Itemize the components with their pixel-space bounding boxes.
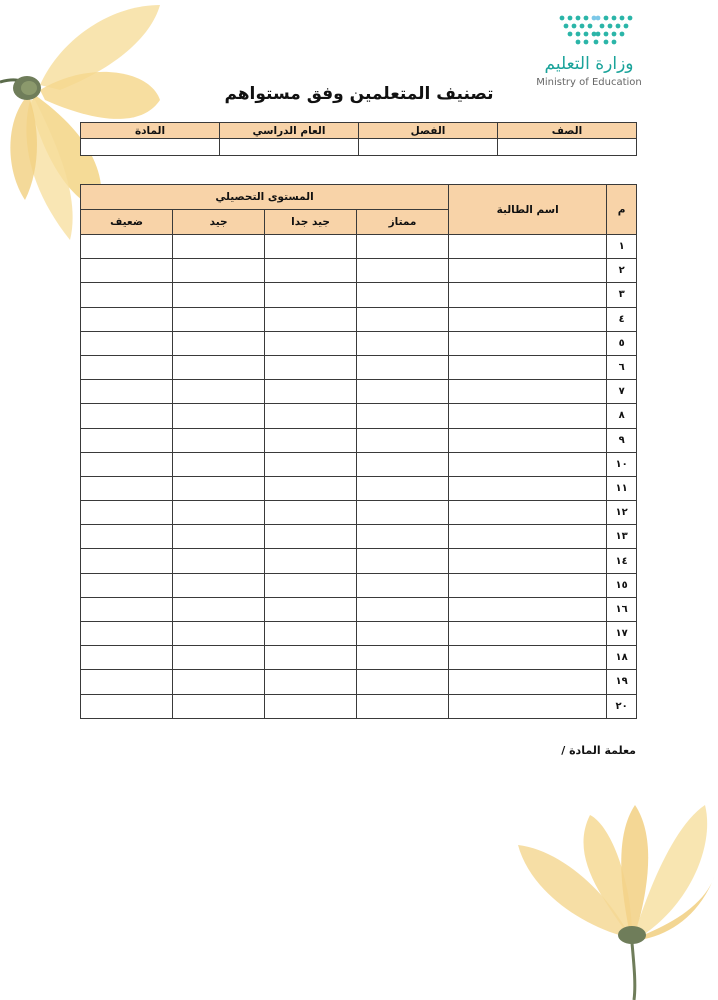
good-cell[interactable] [173,452,265,476]
weak-cell[interactable] [81,380,173,404]
table-row [81,694,637,718]
table-body [81,235,637,719]
row-number: ١٤ [607,549,637,573]
good-cell[interactable] [173,331,265,355]
excellent-cell[interactable] [356,646,448,670]
excellent-cell[interactable] [356,380,448,404]
excellent-cell[interactable] [356,428,448,452]
grade-field[interactable] [498,139,637,156]
good-cell[interactable] [173,525,265,549]
very-good-cell[interactable] [265,573,357,597]
good-cell[interactable] [173,428,265,452]
student-name-cell[interactable] [449,694,607,718]
row-number: ٤ [607,307,637,331]
good-cell[interactable] [173,646,265,670]
table-row [81,670,637,694]
very-good-cell[interactable] [265,694,357,718]
table-row [81,355,637,379]
table-row [81,452,637,476]
excellent-cell[interactable] [356,355,448,379]
weak-cell[interactable] [81,331,173,355]
header-achievement-level: المستوى التحصيلي [81,185,449,210]
table-row [81,331,637,355]
row-number: ١ [607,235,637,259]
table-row [81,476,637,500]
header-grade: الصف [498,123,637,139]
very-good-cell[interactable] [265,404,357,428]
class-field[interactable] [359,139,498,156]
flower-decoration-bottom-right [510,795,718,1000]
row-number: ١٧ [607,622,637,646]
good-cell[interactable] [173,622,265,646]
student-name-cell[interactable] [449,428,607,452]
weak-cell[interactable] [81,597,173,621]
excellent-cell[interactable] [356,573,448,597]
student-name-cell[interactable] [449,307,607,331]
row-number: ٦ [607,355,637,379]
row-number: ٨ [607,404,637,428]
excellent-cell[interactable] [356,525,448,549]
row-number: ٩ [607,428,637,452]
student-name-cell[interactable] [449,452,607,476]
row-number: ١٥ [607,573,637,597]
good-cell[interactable] [173,501,265,525]
table-row [81,622,637,646]
header-class: الفصل [359,123,498,139]
weak-cell[interactable] [81,646,173,670]
subject-teacher-label: معلمة المادة / [561,744,636,757]
row-number: ٢٠ [607,694,637,718]
good-cell[interactable] [173,404,265,428]
table-row [81,597,637,621]
table-row [81,525,637,549]
student-name-cell[interactable] [449,501,607,525]
very-good-cell[interactable] [265,428,357,452]
ministry-logo [530,10,650,90]
weak-cell[interactable] [81,501,173,525]
table-row [81,404,637,428]
header-academic-year: العام الدراسي [220,123,359,139]
header-number: م [607,185,637,235]
weak-cell[interactable] [81,452,173,476]
excellent-cell[interactable] [356,622,448,646]
row-number: ١١ [607,476,637,500]
good-cell[interactable] [173,573,265,597]
excellent-cell[interactable] [356,670,448,694]
row-number: ١٦ [607,597,637,621]
very-good-cell[interactable] [265,331,357,355]
header-good: جيد [173,210,265,235]
table-row [81,573,637,597]
row-number: ٥ [607,331,637,355]
student-name-cell[interactable] [449,476,607,500]
weak-cell[interactable] [81,525,173,549]
weak-cell[interactable] [81,428,173,452]
weak-cell[interactable] [81,476,173,500]
good-cell[interactable] [173,476,265,500]
student-name-cell[interactable] [449,670,607,694]
excellent-cell[interactable] [356,501,448,525]
good-cell[interactable] [173,259,265,283]
row-number: ١٢ [607,501,637,525]
very-good-cell[interactable] [265,622,357,646]
ministry-name-english: Ministry of Education [536,77,642,88]
student-name-cell[interactable] [449,404,607,428]
subject-field[interactable] [81,139,220,156]
row-number: ١٩ [607,670,637,694]
very-good-cell[interactable] [265,355,357,379]
good-cell[interactable] [173,355,265,379]
table-row [81,235,637,259]
header-student-name: اسم الطالبة [449,185,607,235]
row-number: ١٨ [607,646,637,670]
excellent-cell[interactable] [356,331,448,355]
student-name-cell[interactable] [449,549,607,573]
excellent-cell[interactable] [356,307,448,331]
row-number: ١٠ [607,452,637,476]
student-name-cell[interactable] [449,259,607,283]
very-good-cell[interactable] [265,476,357,500]
excellent-cell[interactable] [356,404,448,428]
table-row [81,646,637,670]
student-name-cell[interactable] [449,380,607,404]
info-value-row [81,139,637,156]
excellent-cell[interactable] [356,283,448,307]
very-good-cell[interactable] [265,235,357,259]
excellent-cell[interactable] [356,452,448,476]
excellent-cell[interactable] [356,259,448,283]
weak-cell[interactable] [81,573,173,597]
ministry-logo-dots-icon [556,12,636,52]
excellent-cell[interactable] [356,235,448,259]
good-cell[interactable] [173,235,265,259]
header-very-good: جيد جدا [265,210,357,235]
excellent-cell[interactable] [356,476,448,500]
weak-cell[interactable] [81,404,173,428]
row-number: ١٣ [607,525,637,549]
table-row [81,428,637,452]
table-row [81,283,637,307]
excellent-cell[interactable] [356,597,448,621]
very-good-cell[interactable] [265,307,357,331]
student-name-cell[interactable] [449,283,607,307]
student-classification-table [80,184,637,719]
good-cell[interactable] [173,670,265,694]
student-name-cell[interactable] [449,525,607,549]
student-name-cell[interactable] [449,646,607,670]
row-number: ٣ [607,283,637,307]
academic-year-field[interactable] [220,139,359,156]
info-table [80,122,637,156]
info-header-row [81,123,637,139]
weak-cell[interactable] [81,259,173,283]
weak-cell[interactable] [81,694,173,718]
ministry-name-arabic: وزارة التعليم [544,54,634,74]
weak-cell[interactable] [81,235,173,259]
weak-cell[interactable] [81,670,173,694]
table-row [81,549,637,573]
very-good-cell[interactable] [265,259,357,283]
table-header-row [81,185,637,210]
very-good-cell[interactable] [265,597,357,621]
student-name-cell[interactable] [449,622,607,646]
weak-cell[interactable] [81,549,173,573]
table-row [81,259,637,283]
good-cell[interactable] [173,380,265,404]
row-number: ٧ [607,380,637,404]
weak-cell[interactable] [81,283,173,307]
very-good-cell[interactable] [265,670,357,694]
very-good-cell[interactable] [265,646,357,670]
very-good-cell[interactable] [265,549,357,573]
page-title: تصنيف المتعلمين وفق مستواهم [224,84,494,104]
header-weak: ضعيف [81,210,173,235]
header-excellent: ممتاز [356,210,448,235]
very-good-cell[interactable] [265,452,357,476]
good-cell[interactable] [173,694,265,718]
header-subject: المادة [81,123,220,139]
excellent-cell[interactable] [356,694,448,718]
weak-cell[interactable] [81,307,173,331]
excellent-cell[interactable] [356,549,448,573]
student-name-cell[interactable] [449,355,607,379]
good-cell[interactable] [173,307,265,331]
weak-cell[interactable] [81,355,173,379]
student-name-cell[interactable] [449,573,607,597]
good-cell[interactable] [173,283,265,307]
weak-cell[interactable] [81,622,173,646]
row-number: ٢ [607,259,637,283]
good-cell[interactable] [173,597,265,621]
student-name-cell[interactable] [449,331,607,355]
very-good-cell[interactable] [265,501,357,525]
very-good-cell[interactable] [265,283,357,307]
good-cell[interactable] [173,549,265,573]
student-name-cell[interactable] [449,235,607,259]
table-row [81,307,637,331]
table-row [81,380,637,404]
very-good-cell[interactable] [265,525,357,549]
student-name-cell[interactable] [449,597,607,621]
table-row [81,501,637,525]
very-good-cell[interactable] [265,380,357,404]
